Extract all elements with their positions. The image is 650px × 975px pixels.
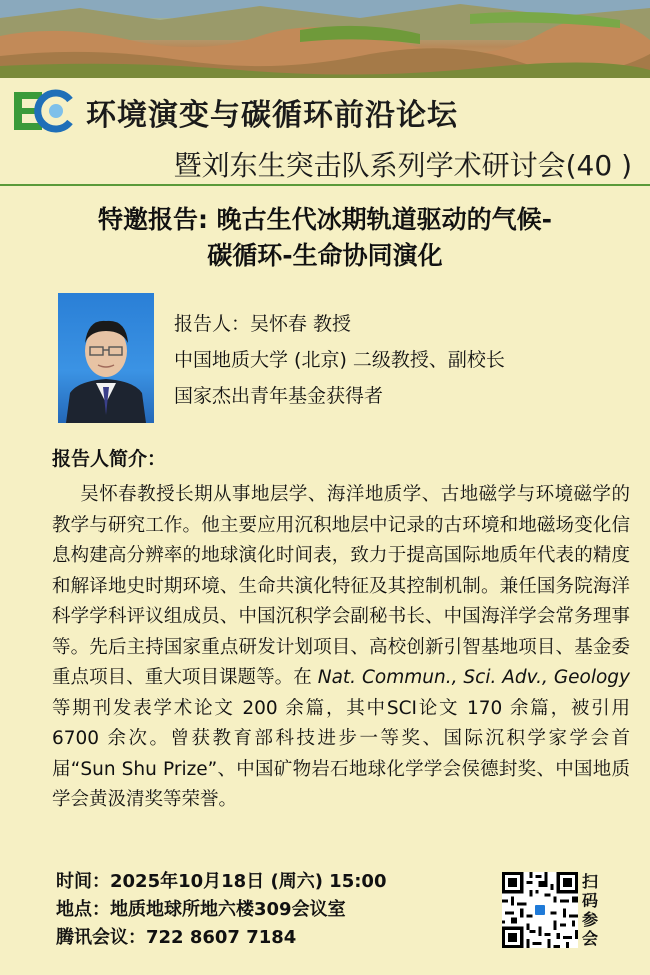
qr-code-icon[interactable] <box>502 872 578 948</box>
forum-subtitle: 暨刘东生突击队系列学术研讨会(40 ) <box>173 149 632 182</box>
landscape-illustration <box>0 0 650 78</box>
speaker-info <box>174 306 505 414</box>
event-meeting-id: 腾讯会议：722 8607 7184 <box>56 927 297 948</box>
speaker-portrait-image <box>58 293 154 423</box>
forum-logo-icon <box>12 88 76 134</box>
header-divider <box>0 184 650 186</box>
report-title-line1: 特邀报告: 晚古生代冰期轨道驱动的气候- <box>97 205 553 234</box>
bio-journals: Nat. Commun., Sci. Adv., Geology <box>317 667 631 688</box>
forum-title: 环境演变与碳循环前沿论坛 <box>86 98 458 133</box>
bio-paragraph <box>52 480 630 816</box>
event-details <box>56 868 386 952</box>
speaker-honor: 国家杰出青年基金获得者 <box>174 385 384 407</box>
report-title-line2: 碳循环-生命协同演化 <box>207 241 443 270</box>
report-title <box>0 202 650 274</box>
bio-text-part1: 吴怀春教授长期从事地层学、海洋地质学、古地磁学与环境磁学的教学与研究工作。他主要应用沉积地层中记录的古环境和地磁场变化信息构建高分辨率的地球演化时间表，致力于提高国际地质年代表的精度和解译地史时期环境、生命共演化特征及其控制机制。兼任国务院海洋科学学科评议组成员、中国沉积学会副秘书长、中国海洋学会常务理事等。先后主持国家重点研发计划项目、高校创新引智基地项目、基金委重点项目、重大项目课题等。在 <box>52 484 630 688</box>
speaker-photo <box>58 293 154 423</box>
speaker-name: 报告人：吴怀春 教授 <box>174 313 352 335</box>
speaker-affiliation: 中国地质大学 (北京) 二级教授、副校长 <box>174 349 505 371</box>
scan-to-join-label: 扫码参会 <box>582 872 599 948</box>
forum-header <box>0 80 650 186</box>
event-time: 时间：2025年10月18日 (周六) 15:00 <box>56 871 387 892</box>
landscape-banner <box>0 0 650 78</box>
bio-heading: 报告人简介： <box>52 448 167 470</box>
bio-text-part2: 等期刊发表学术论文 200 余篇，其中SCI论文 170 余篇，被引用 6700 余次。曾获教育部科技进步一等奖、国际沉积学家学会首届“Sun Shu Prize”、中国矿物岩石地球化学学会侯德封奖、中国地质学会黄汲清奖等荣誉。 <box>52 697 630 810</box>
event-place: 地点：地质地球所地六楼309会议室 <box>56 899 346 920</box>
